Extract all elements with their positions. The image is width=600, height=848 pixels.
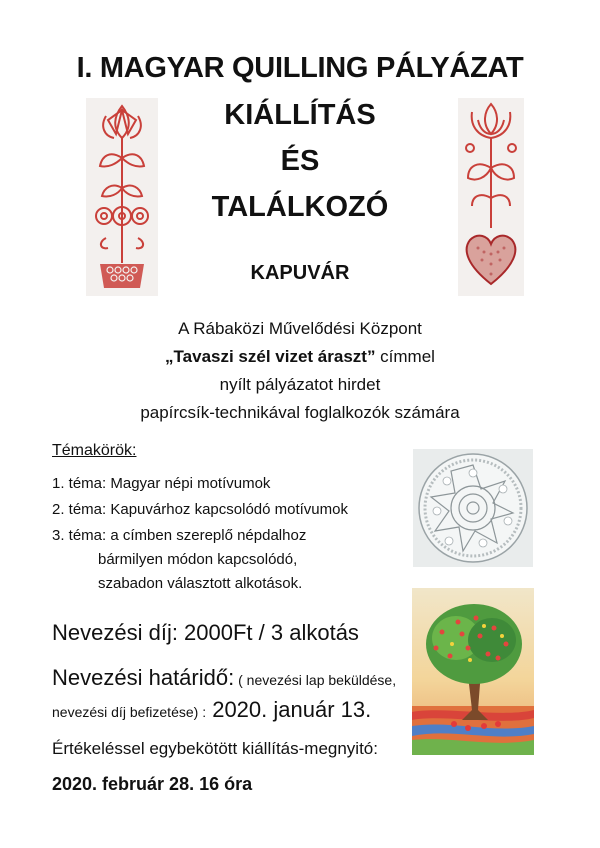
white-mandala-image	[413, 449, 533, 567]
right-quilling-heart-image	[458, 98, 524, 296]
poster-title-line4: TALÁLKOZÓ	[211, 191, 389, 223]
theme-item-3-continuation-1: bármilyen módon kapcsolódó,	[98, 551, 298, 568]
deadline-date: 2020. január 13.	[206, 697, 372, 722]
poster-title-line2: KIÁLLÍTÁS	[224, 99, 376, 131]
opening-label: Értékeléssel egybekötött kiállítás-megnyitó:	[52, 739, 378, 758]
opening-date: 2020. február 28. 16 óra	[52, 774, 253, 794]
theme-item-3-continuation-2: szabadon választott alkotások.	[98, 575, 303, 592]
intro-line2-rest: címmel	[375, 347, 435, 366]
deadline-note2: nevezési díj befizetése) :	[52, 704, 207, 720]
intro-line3: nyílt pályázatot hirdet	[219, 375, 381, 394]
poster-title-line3: ÉS	[280, 145, 320, 177]
theme-item-1: 1. téma: Magyar népi motívumok	[52, 475, 271, 492]
deadline-line2	[52, 697, 371, 723]
intro-line2	[0, 347, 600, 367]
left-quilling-flower-image	[86, 98, 158, 296]
deadline-line1	[52, 665, 396, 691]
intro-line1: A Rábaközi Művelődési Központ	[178, 319, 422, 338]
theme-item-3: 3. téma: a címben szereplő népdalhoz	[52, 527, 307, 544]
song-title: „Tavaszi szél vizet áraszt”	[165, 347, 376, 366]
city-name: KAPUVÁR	[250, 262, 350, 284]
tree-quilling-image	[412, 588, 534, 755]
poster-title-line1: I. MAGYAR QUILLING PÁLYÁZAT	[76, 52, 524, 84]
theme-item-2: 2. téma: Kapuvárhoz kapcsolódó motívumok	[52, 501, 348, 518]
themes-heading: Témakörök:	[52, 442, 137, 459]
deadline-label: Nevezési határidő:	[52, 665, 235, 690]
entry-fee: Nevezési díj: 2000Ft / 3 alkotás	[52, 620, 359, 645]
deadline-note1: ( nevezési lap beküldése,	[234, 672, 397, 688]
intro-line4: papírcsík-technikával foglalkozók számára	[140, 403, 460, 422]
